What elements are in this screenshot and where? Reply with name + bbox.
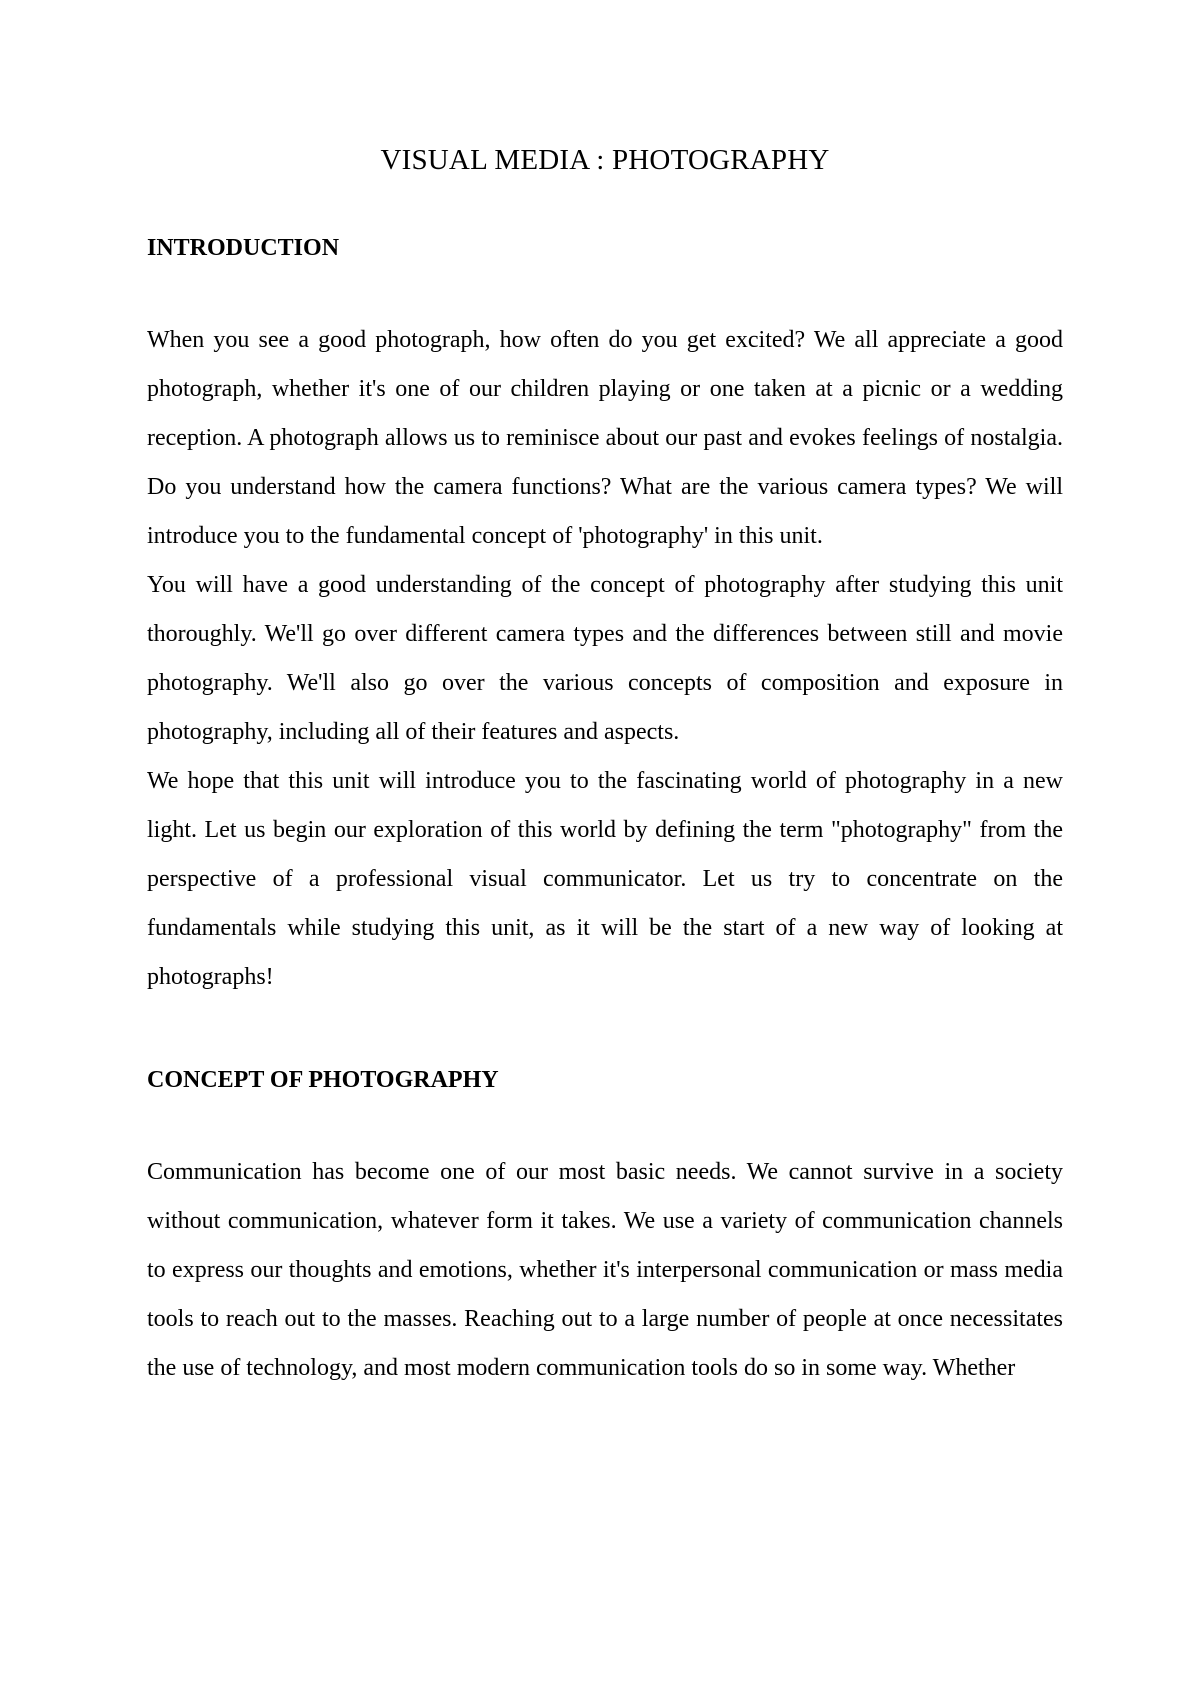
paragraph-intro-3: We hope that this unit will introduce you to the fascinating world of photography in a new light. Let us begin our exploration of this world by defining the term "photography" from the perspective of a professional visual communicator. Let us try to concentrate on the fundamentals while studying this unit, as it will be the start of a new way of looking at photographs! [147, 768, 1063, 990]
section-heading-concept: CONCEPT OF PHOTOGRAPHY [147, 1067, 499, 1093]
paragraph-concept-1: Communication has become one of our most basic needs. We cannot survive in a society without communication, whatever form it takes. We use a variety of communication channels to express our thoughts and emotions, whether it's interpersonal communication or mass media tools to reach out to the masses. Reaching out to a large number of people at once necessitates the use of technology, and most modern communication tools do so in some way. Whether [147, 1159, 1063, 1381]
document-title: VISUAL MEDIA : PHOTOGRAPHY [380, 144, 830, 176]
paragraph-intro-1: When you see a good photograph, how often do you get excited? We all appreciate a good photograph, whether it's one of our children playing or one taken at a picnic or a wedding reception. A photograph allows us to reminisce about our past and evokes feelings of nostalgia. Do you understand how the camera functions? What are the various camera types? We will introduce you to the fundamental concept of 'photography' in this unit. [147, 327, 1063, 549]
paragraph-intro-2: You will have a good understanding of the concept of photography after studying this unit thoroughly. We'll go over different camera types and the differences between still and movie photography. We'll also go over the various concepts of composition and exposure in photography, including all of their features and aspects. [147, 572, 1063, 745]
section-heading-introduction: INTRODUCTION [147, 235, 340, 261]
document-content [147, 140, 1063, 1393]
